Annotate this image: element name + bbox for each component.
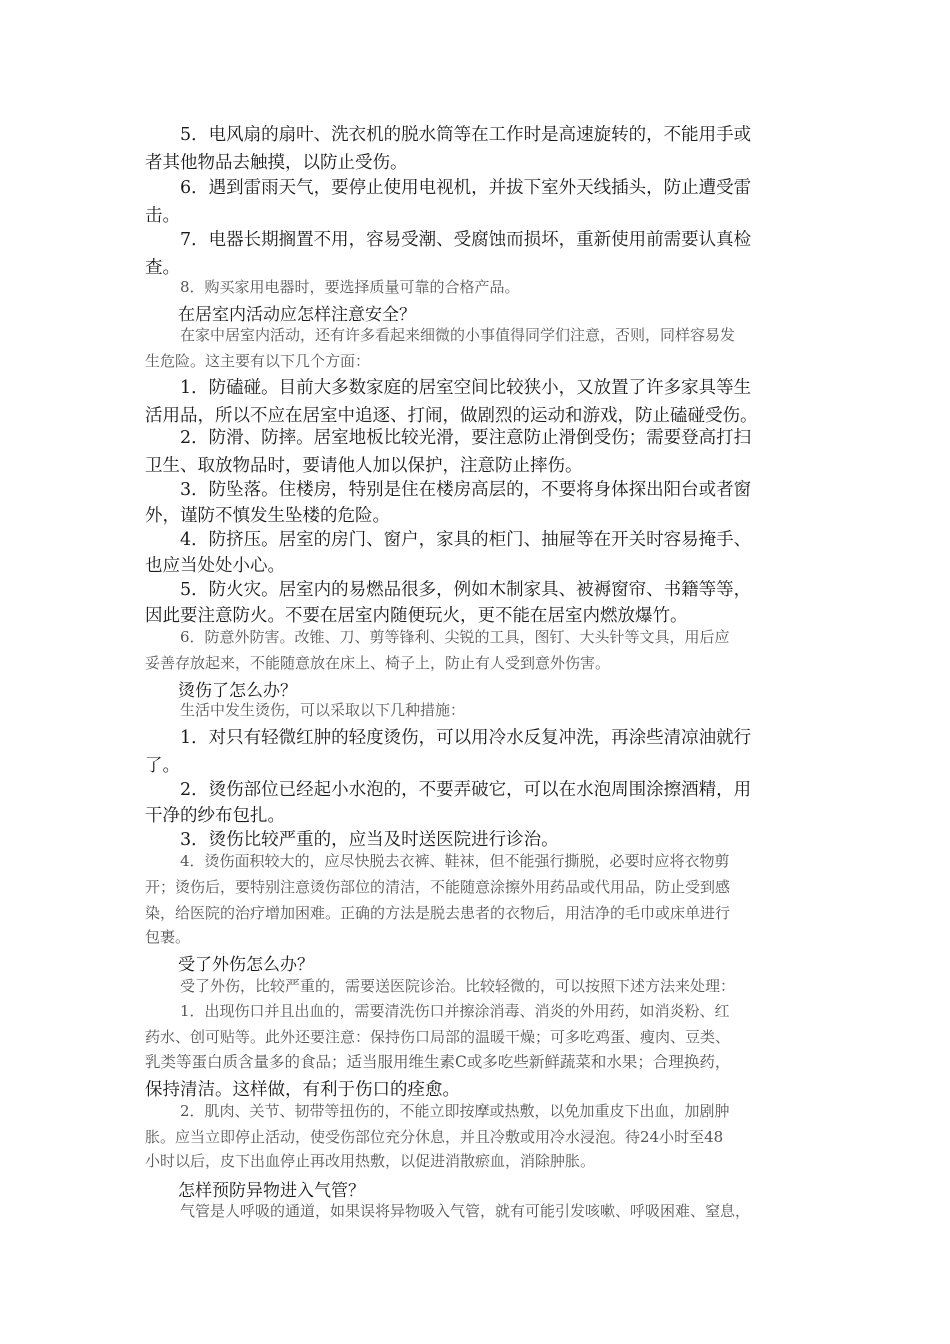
paragraph-line: 生危险。这主要有以下几个方面： — [145, 352, 371, 370]
paragraph-line: 胀。应当立即停止活动，使受伤部位充分休息，并且冷敷或用冷水浸泡。待24小时至48 — [145, 1128, 724, 1146]
paragraph-line: 3．防坠落。住楼房，特别是住在楼房高层的，不要将身体探出阳台或者窗 — [180, 480, 752, 500]
paragraph-line: 卫生、取放物品时，要请他人加以保护，注意防止摔伤。 — [145, 456, 583, 476]
paragraph-line: 击。 — [145, 206, 180, 226]
paragraph-line: 6．遇到雷雨天气，要停止使用电视机，并拔下室外天线插头，防止遭受雷 — [180, 178, 752, 198]
paragraph-line: 保持清洁。这样做，有利于伤口的痊愈。 — [145, 1080, 460, 1100]
paragraph-line: 生活中发生烫伤，可以采取以下几种措施： — [180, 701, 466, 719]
section-heading: 烫伤了怎么办？ — [178, 681, 297, 701]
paragraph-line: 药水、创可贴等。此外还要注意：保持伤口局部的温暖干燥；可多吃鸡蛋、瘦肉、豆类、 — [145, 1028, 731, 1046]
paragraph-line: 包裹。 — [145, 928, 191, 946]
section-heading: 受了外伤怎么办？ — [178, 955, 314, 975]
paragraph-line: 妥善存放起来，不能随意放在床上、椅子上，防止有人受到意外伤害。 — [145, 654, 611, 672]
paragraph-line: 5．防火灾。居室内的易燃品很多，例如木制家具、被褥窗帘、书籍等等， — [180, 580, 752, 600]
paragraph-line: 2．防滑、防摔。居室地板比较光滑，要注意防止滑倒受伤；需要登高打扫 — [180, 428, 752, 448]
paragraph-line: 7．电器长期搁置不用，容易受潮、受腐蚀而损坏，重新使用前需要认真检 — [180, 230, 752, 250]
section-heading: 怎样预防异物进入气管？ — [178, 1181, 365, 1201]
paragraph-line: 在家中居室内活动，还有许多看起来细微的小事值得同学们注意，否则，同样容易发 — [180, 326, 736, 344]
paragraph-line: 者其他物品去触摸，以防止受伤。 — [145, 153, 408, 173]
paragraph-line: 开；烫伤后，要特别注意烫伤部位的清洁，不能随意涂擦外用药品或代用品，防止受到感 — [145, 878, 731, 896]
paragraph-line: 也应当处处小心。 — [145, 556, 285, 576]
paragraph-line: 5．电风扇的扇叶、洗衣机的脱水筒等在工作时是高速旋转的，不能用手或 — [180, 125, 752, 145]
paragraph-line: 染，给医院的治疗增加困难。正确的方法是脱去患者的衣物后，用洁净的毛巾或床单进行 — [145, 904, 731, 922]
paragraph-line: 1．对只有轻微红肿的轻度烫伤，可以用冷水反复冲洗，再涂些清凉油就行 — [180, 728, 752, 748]
paragraph-line: 3．烫伤比较严重的，应当及时送医院进行诊治。 — [180, 830, 559, 850]
paragraph-line: 查。 — [145, 258, 180, 278]
paragraph-line: 1．出现伤口并且出血的，需要清洗伤口并擦涂消毒、消炎的外用药，如消炎粉、红 — [180, 1002, 730, 1020]
paragraph-line: 4．烫伤面积较大的，应尽快脱去衣裤、鞋袜，但不能强行撕脱，必要时应将衣物剪 — [180, 852, 730, 870]
paragraph-line: 乳类等蛋白质含量多的食品；适当服用维生素C或多吃些新鲜蔬菜和水果；合理换药， — [145, 1053, 731, 1071]
paragraph-line: 2．肌肉、关节、韧带等扭伤的，不能立即按摩或热敷，以免加重皮下出血，加剧肿 — [180, 1102, 730, 1120]
paragraph-line: 4．防挤压。居室的房门、窗户，家具的柜门、抽屉等在开关时容易掩手、 — [180, 530, 752, 550]
paragraph-line: 小时以后，皮下出血停止再改用热敷，以促进消散瘀血，消除肿胀。 — [145, 1152, 596, 1170]
paragraph-line: 1．防磕碰。目前大多数家庭的居室空间比较狭小，又放置了许多家具等生 — [180, 378, 752, 398]
paragraph-line: 气管是人呼吸的通道，如果误将异物吸入气管，就有可能引发咳嗽、呼吸困难、窒息， — [180, 1202, 751, 1220]
paragraph-line: 6．防意外防害。改锥、刀、剪等锋利、尖锐的工具，图钉、大头针等文具，用后应 — [180, 628, 730, 646]
paragraph-line: 受了外伤，比较严重的，需要送医院诊治。比较轻微的，可以按照下述方法来处理： — [180, 977, 736, 995]
paragraph-line: 8．购买家用电器时，要选择质量可靠的合格产品。 — [180, 278, 520, 296]
paragraph-line: 因此要注意防火。不要在居室内随便玩火，更不能在居室内燃放爆竹。 — [145, 606, 688, 626]
paragraph-line: 活用品，所以不应在居室中追逐、打闹，做剧烈的运动和游戏，防止磕碰受伤。 — [145, 406, 758, 426]
paragraph-line: 干净的纱布包扎。 — [145, 806, 285, 826]
paragraph-line: 了。 — [145, 756, 180, 776]
paragraph-line: 外，谨防不慎发生坠楼的危险。 — [145, 506, 390, 526]
section-heading: 在居室内活动应怎样注意安全？ — [178, 305, 416, 325]
paragraph-line: 2．烫伤部位已经起小水泡的，不要弄破它，可以在水泡周围涂擦酒精，用 — [180, 780, 752, 800]
